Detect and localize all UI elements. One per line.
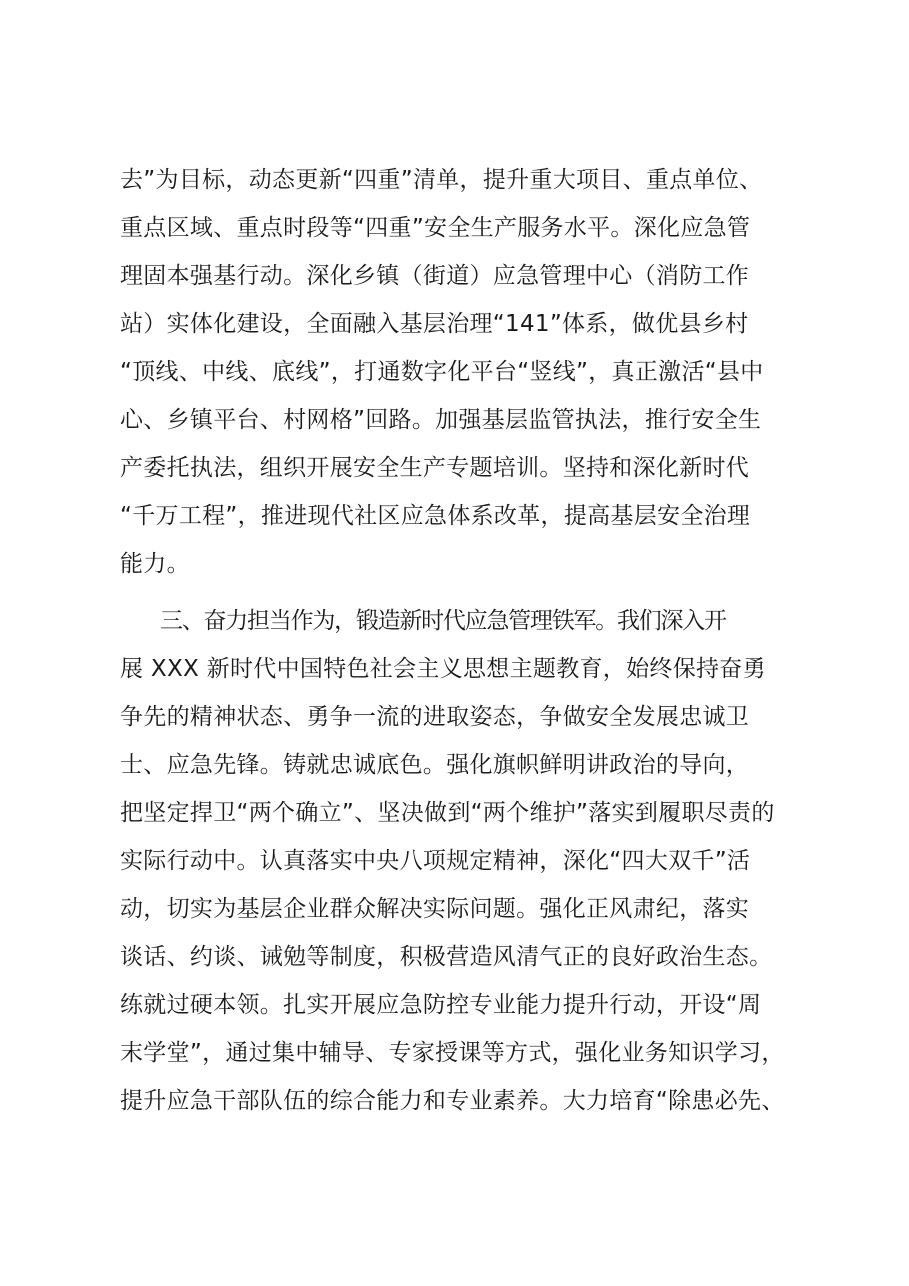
paragraph-line: 去”为目标，动态更新“四重”清单，提升重大项目、重点单位、 (120, 167, 763, 193)
paragraph-line: 站）实体化建设，全面融入基层治理“141”体系，做优县乡村 (120, 311, 749, 337)
paragraph-line: 把坚定捍卫“两个确立”、坚决做到“两个维护”落实到履职尽责的 (120, 800, 775, 826)
paragraph-line: 实际行动中。认真落实中央八项规定精神，深化“四大双千”活 (120, 848, 751, 874)
paragraph-line: 提升应急干部队伍的综合能力和专业素养。大力培育“除患必先、 (120, 1088, 785, 1114)
paragraph-line: 重点区域、重点时段等“四重”安全生产服务水平。深化应急管 (120, 215, 751, 241)
paragraph-line: “千万工程”，推进现代社区应急体系改革，提高基层安全治理 (120, 503, 751, 529)
paragraph-line: 争先的精神状态、勇争一流的进取姿态，争做安全发展忠诚卫 (120, 704, 750, 730)
paragraph-line: 士、应急先锋。铸就忠诚底色。强化旗帜鲜明讲政治的导向， (120, 752, 750, 778)
paragraph-line: “顶线、中线、底线”，打通数字化平台“竖线”，真正激活“县中 (120, 359, 764, 385)
paragraph-line: 动，切实为基层企业群众解决实际问题。强化正风肃纪，落实 (120, 896, 750, 922)
paragraph-line: 谈话、约谈、诫勉等制度，积极营造风清气正的良好政治生态。 (120, 944, 773, 970)
paragraph-line: 能力。 (120, 551, 190, 577)
paragraph-line: 展 XXX 新时代中国特色社会主义思想主题教育，始终保持奋勇 (120, 656, 766, 682)
paragraph-line: 末学堂”，通过集中辅导、专家授课等方式，强化业务知识学习， (120, 1040, 785, 1066)
paragraph-line: 练就过硬本领。扎实开展应急防控专业能力提升行动，开设“周 (120, 992, 762, 1018)
paragraph-line: 产委托执法，组织开展安全生产专题培训。坚持和深化新时代 (120, 455, 750, 481)
paragraph-line: 心、乡镇平台、村网格”回路。加强基层监管执法，推行安全生 (120, 407, 762, 433)
section-heading-line: 三、奋力担当作为，锻造新时代应急管理铁军。我们深入开 (160, 608, 726, 634)
paragraph-line: 理固本强基行动。深化乡镇（街道）应急管理中心（消防工作 (120, 263, 750, 289)
